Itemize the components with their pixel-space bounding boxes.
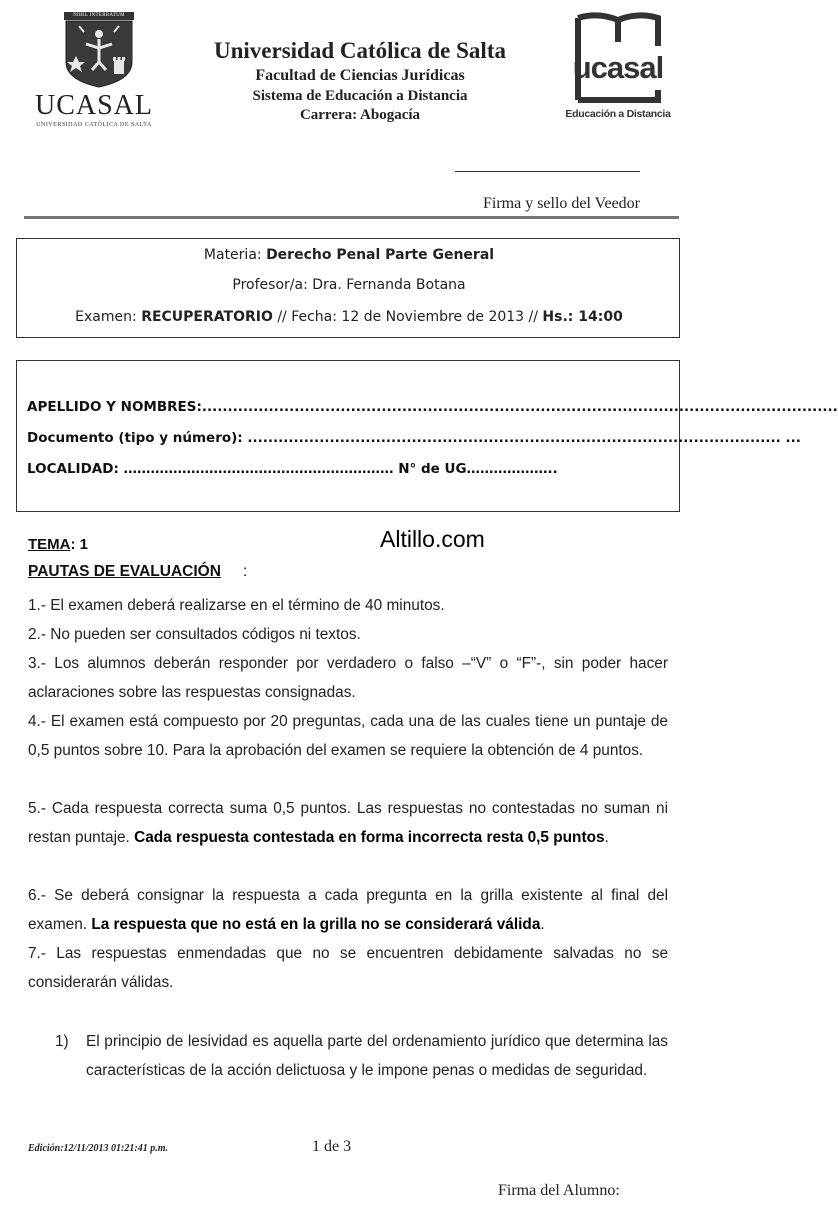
materia-line (17, 247, 681, 263)
examen-line (17, 309, 681, 325)
student-signature-label: Firma del Alumno: (498, 1182, 620, 1199)
materia-value: Derecho Penal Parte General (266, 247, 495, 263)
rule-6 (28, 881, 668, 939)
tema-heading (28, 536, 88, 553)
examen-value: RECUPERATORIO (141, 309, 273, 325)
rule-5-text: 5.- Cada respuesta correcta suma 0,5 puntos. Las respuestas no contestadas no suman ni restan puntaje. (28, 800, 668, 846)
left-logo-subtitle: UNIVERSIDAD CATÓLICA DE SALTA (36, 122, 152, 128)
rule-6-end: . (540, 916, 545, 933)
right-logo-wordmark: ucasal (572, 50, 664, 85)
question-1-number: 1) (55, 1033, 69, 1050)
rule-4: 4.- El examen está compuesto por 20 preguntas, cada una de las cuales tiene un puntaje de 0,5 puntos sobre 10. Para la aprobación del examen se requiere la obtención de 4 puntos. (28, 713, 668, 759)
tema-value: : 1 (70, 536, 89, 553)
pautas-colon: : (243, 563, 248, 580)
rule-2: 2.- No pueden ser consultados códigos ni textos. (28, 626, 361, 643)
materia-label: Materia: (203, 247, 267, 263)
tema-label: TEMA (28, 536, 71, 553)
rule-3: 3.- Los alumnos deberán responder por verdadero o falso –“V” o “F”-, sin poder hacer aclaraciones sobre las respuestas consignadas. (28, 655, 668, 701)
locality-field-line[interactable]: LOCALIDAD: …………………………………………………… N° de UG……………….. (27, 461, 558, 477)
rule-6-bold: La respuesta que no está en la grilla no se considerará válida (91, 916, 541, 933)
career-name: Carrera: Abogacía (299, 107, 421, 123)
exam-info-box (16, 238, 680, 338)
university-title: Universidad Católica de Salta (214, 38, 506, 63)
hora-value: Hs.: 14:00 (542, 309, 623, 325)
question-1-text: El principio de lesividad es aquella parte del ordenamiento jurídico que determina las características de la acción delictuosa y le impone penas o medidas de seguridad. (86, 1033, 668, 1079)
rule-7: 7.- Las respuestas enmendadas que no se encuentren debidamente salvadas no se considerarán válidas. (28, 945, 668, 991)
document-field-line[interactable]: Documento (tipo y número): ........................................................................................................ ... (27, 430, 801, 446)
name-field-line[interactable]: APELLIDO Y NOMBRES:............................................................................................................................ (27, 399, 838, 415)
examen-label: Examen: (75, 309, 142, 325)
rule-5 (28, 794, 668, 852)
header-divider (24, 216, 679, 219)
veedor-signature-label: Firma y sello del Veedor (482, 195, 640, 212)
crest-icon (64, 12, 134, 87)
veedor-signature-line (455, 171, 640, 172)
right-logo-subtitle: Educación a Distancia (565, 108, 671, 120)
ucasal-distance-logo (562, 12, 674, 130)
profesor-line: Profesor/a: Dra. Fernanda Botana (232, 277, 466, 293)
crest-motto: NIHIL INTERRATUM (64, 12, 134, 20)
fecha-text: // Fecha: 12 de Noviembre de 2013 // (272, 309, 543, 325)
pautas-heading: PAUTAS DE EVALUACIÓN (28, 563, 221, 580)
watermark-text: Altillo.com (380, 526, 485, 552)
rule-5-bold: Cada respuesta contestada en forma incorrecta resta 0,5 puntos (134, 829, 605, 846)
rule-6-text: 6.- Se deberá consignar la respuesta a cada pregunta en la grilla existente al final del examen. (28, 887, 668, 933)
left-logo-wordmark: UCASAL (34, 90, 153, 121)
system-name: Sistema de Educación a Distancia (252, 88, 468, 104)
rule-5-end: . (604, 829, 609, 846)
page-number: 1 de 3 (312, 1138, 352, 1155)
student-data-box (16, 360, 838, 512)
edition-timestamp: Edición:12/11/2013 01:21:41 p.m. (28, 1143, 168, 1154)
faculty-name: Facultad de Ciencias Jurídicas (255, 67, 465, 84)
rule-1: 1.- El examen deberá realizarse en el término de 40 minutos. (28, 597, 445, 614)
ucasal-crest-logo (28, 12, 160, 130)
